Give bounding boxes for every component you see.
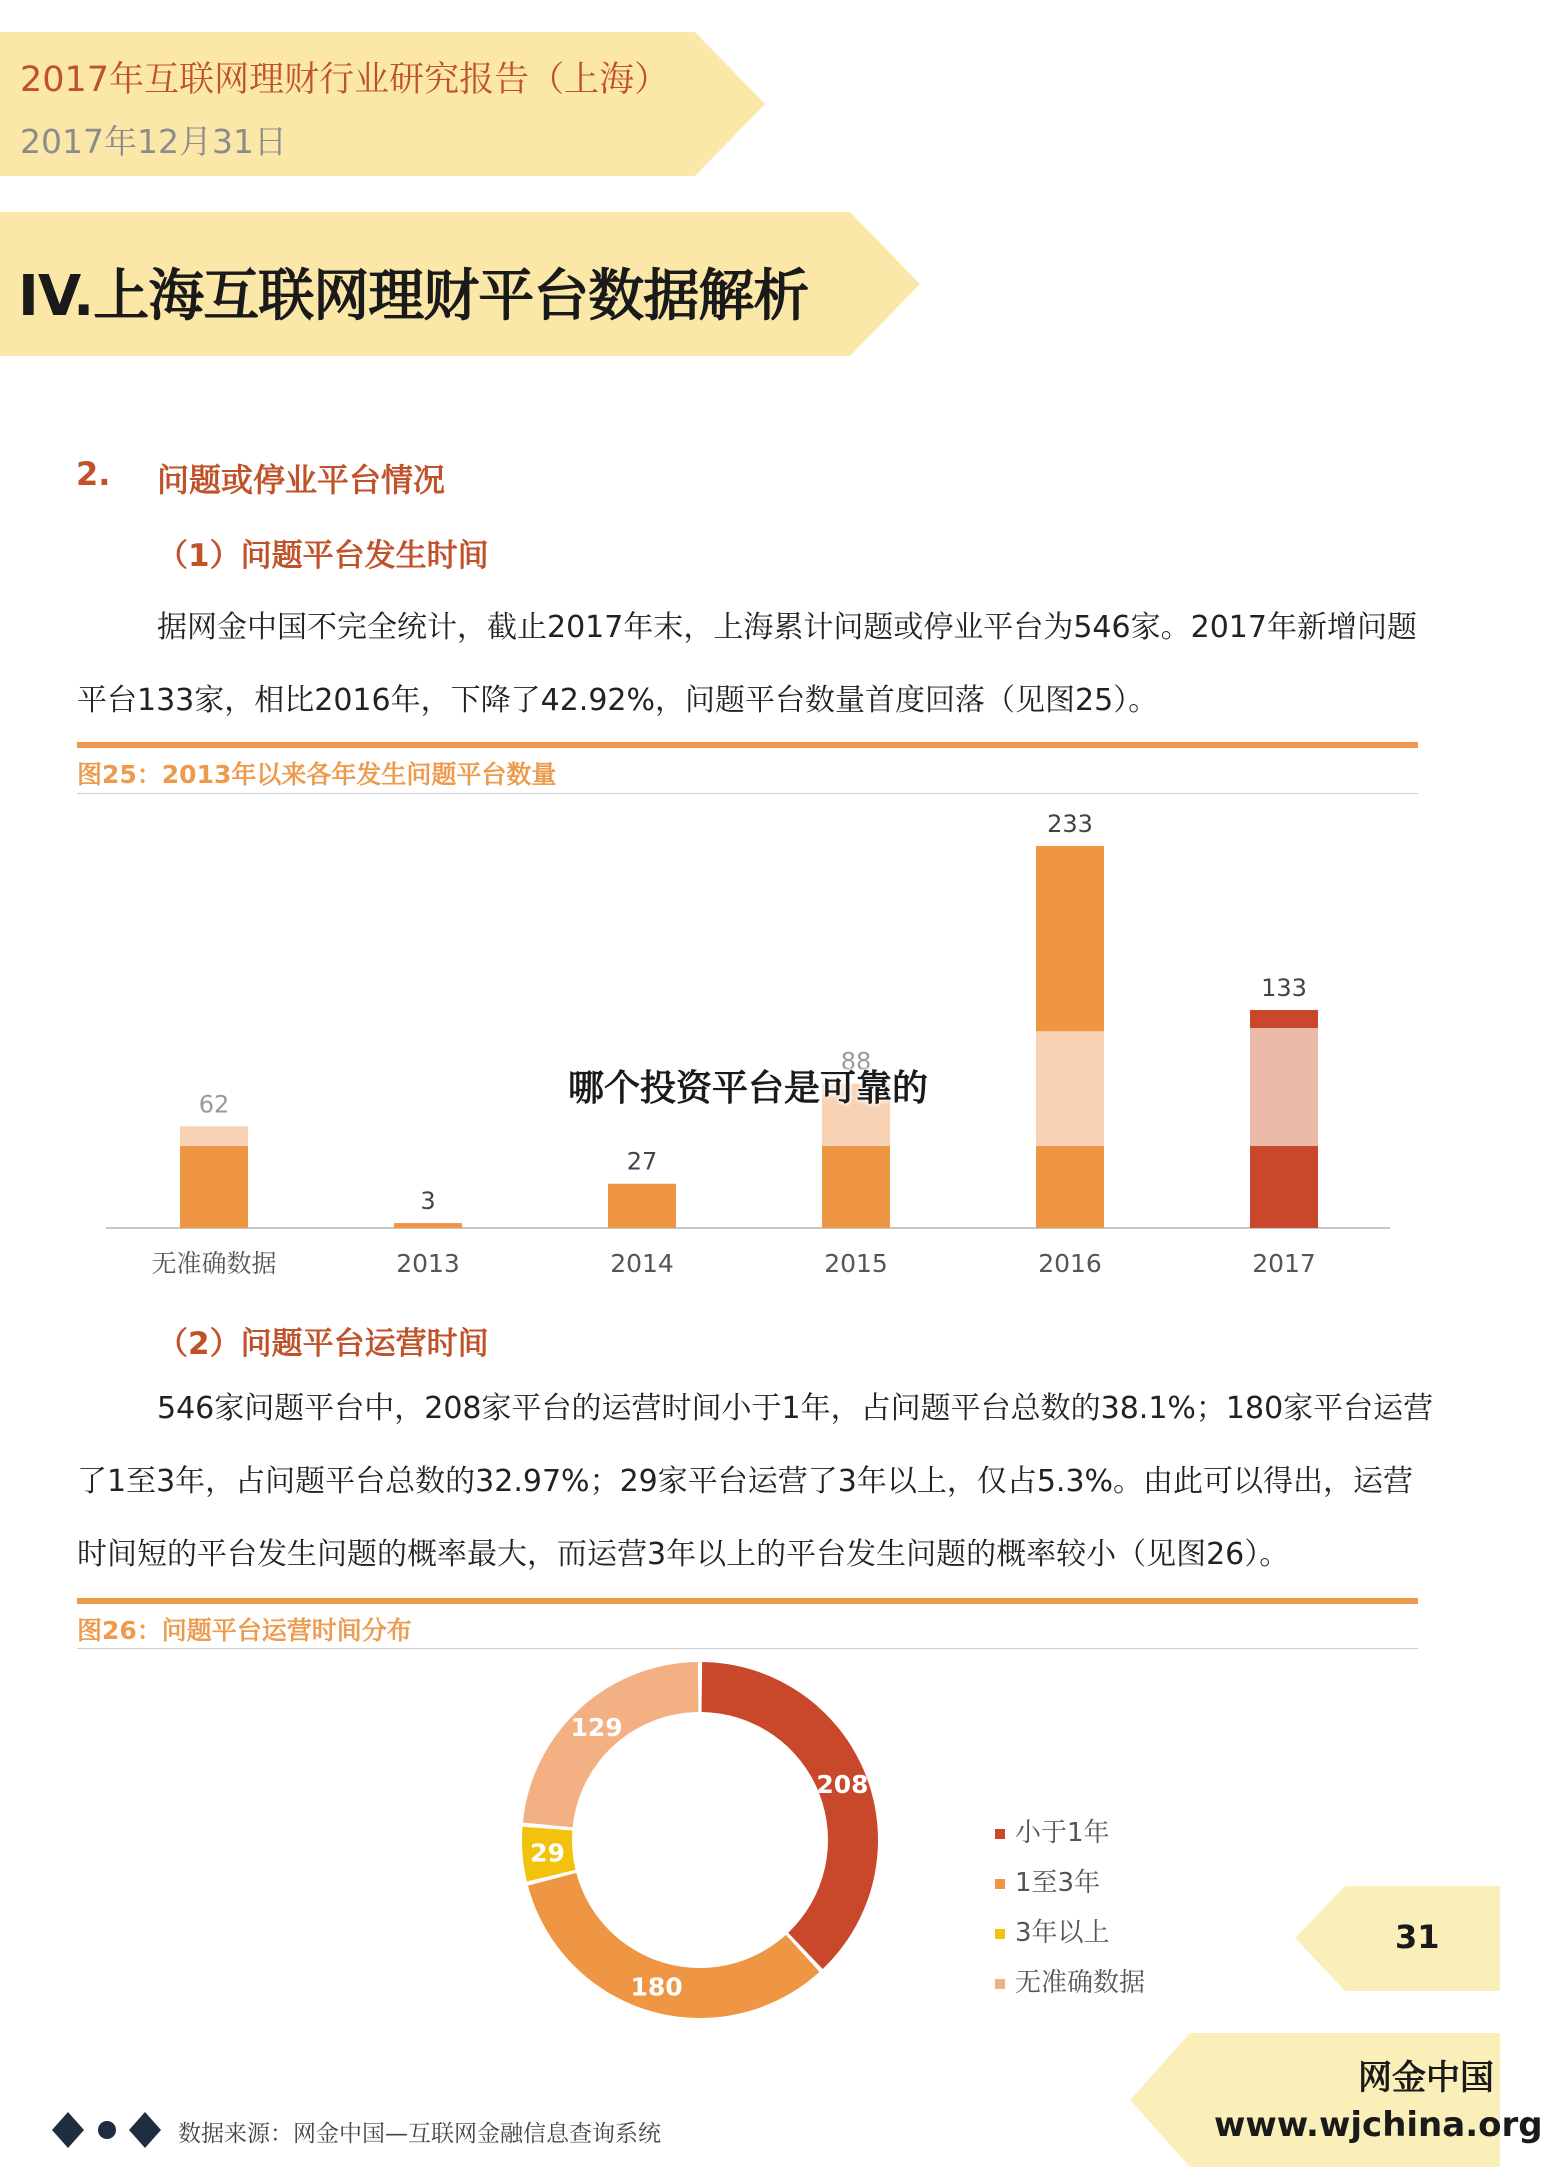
paragraph-2: 546家问题平台中，208家平台的运营时间小于1年，占问题平台总数的38.1%；180家平台运营了1至3年，占问题平台总数的32.97%；29家平台运营了3年以上，仅占5.3%。由此可以得出，运营时间短的平台发生问题的概率最大，而运营3年以上的平台发生问题的概率较小（见图26）。 [77, 1391, 1434, 1572]
legend-swatch [995, 1829, 1005, 1839]
bar-value-label: 88 [840, 1047, 872, 1076]
bar-segment [180, 1126, 248, 1146]
watermark-text: 哪个投资平台是可靠的 [568, 1068, 929, 1109]
figure-26-donut-chart [500, 1650, 900, 2030]
bar-value-label: 233 [1047, 810, 1093, 838]
x-tick-label: 2017 [1252, 1249, 1316, 1278]
x-tick-label: 2013 [396, 1249, 460, 1278]
donut-slice [702, 1662, 878, 1969]
footer-decoration [50, 2110, 165, 2150]
legend-swatch [995, 1929, 1005, 1939]
figure-25-caption: 图25：2013年以来各年发生问题平台数量 [77, 760, 557, 789]
bar-segment [1036, 1031, 1104, 1146]
data-source-note: 数据来源：网金中国—互联网金融信息查询系统 [178, 2121, 661, 2147]
x-tick-label: 2015 [824, 1249, 888, 1278]
section-number: 2. [76, 455, 111, 493]
donut-slice [523, 1662, 699, 1827]
diamond-icon [52, 2112, 84, 2148]
legend-label: 无准确数据 [1015, 1968, 1146, 1998]
x-tick-label: 无准确数据 [151, 1249, 277, 1278]
slice-value-label: 180 [630, 1972, 683, 2002]
bar-segment [180, 1146, 248, 1228]
figure-26-thin-rule [77, 1648, 1418, 1649]
legend-swatch [995, 1979, 1005, 1989]
legend-label: 3年以上 [1015, 1918, 1110, 1948]
bar-segment [1250, 1028, 1318, 1146]
subsection-title-1: （1）问题平台发生时间 [157, 538, 489, 574]
slice-value-label: 129 [570, 1713, 623, 1743]
bar-segment [822, 1146, 890, 1228]
figure-25-bar-chart [100, 800, 1400, 1300]
diamond-icon [129, 2112, 161, 2148]
report-date: 2017年12月31日 [20, 122, 287, 161]
figure-25-thin-rule [77, 793, 1418, 794]
bar-segment [1250, 1146, 1318, 1228]
x-tick-label: 2016 [1038, 1249, 1102, 1278]
figure-26-caption: 图26：问题平台运营时间分布 [77, 1616, 412, 1645]
footer-website: www.wjchina.org [1214, 2105, 1543, 2145]
legend-entry [995, 1862, 1100, 1899]
slice-value-label: 29 [530, 1838, 565, 1868]
legend-entry [995, 1962, 1145, 1999]
bar-value-label: 62 [198, 1090, 230, 1119]
bar-segment [1250, 1010, 1318, 1028]
figure-26-rule [77, 1598, 1418, 1604]
legend-entry [995, 1812, 1110, 1849]
section-title: 问题或停业平台情况 [157, 461, 446, 499]
bar-value-label: 133 [1261, 973, 1307, 1002]
dot-icon [98, 2121, 116, 2139]
slice-value-label: 208 [816, 1770, 869, 1800]
subsection-title-2: （2）问题平台运营时间 [157, 1326, 489, 1362]
chapter-title: IV.上海互联网理财平台数据解析 [18, 264, 809, 329]
bar-value-label: 27 [626, 1147, 658, 1176]
x-tick-label: 2014 [610, 1249, 674, 1278]
bar-segment [394, 1223, 462, 1228]
bar-value-label: 3 [420, 1187, 436, 1216]
bar-segment [1036, 1146, 1104, 1228]
bar-segment [608, 1184, 676, 1228]
figure-25-rule [77, 742, 1418, 748]
page-number: 31 [1395, 1918, 1440, 1956]
legend-swatch [995, 1879, 1005, 1889]
footer-brand: 网金中国 [1358, 2058, 1494, 2098]
legend-label: 小于1年 [1015, 1818, 1110, 1848]
report-title: 2017年互联网理财行业研究报告（上海） [20, 60, 670, 100]
legend-entry [995, 1912, 1110, 1949]
paragraph-1: 据网金中国不完全统计，截止2017年末，上海累计问题或停业平台为546家。2017年新增问题平台133家，相比2016年，下降了42.92%，问题平台数量首度回落（见图25）。 [77, 610, 1417, 718]
legend-label: 1至3年 [1015, 1868, 1101, 1898]
bar-segment [1036, 846, 1104, 1031]
